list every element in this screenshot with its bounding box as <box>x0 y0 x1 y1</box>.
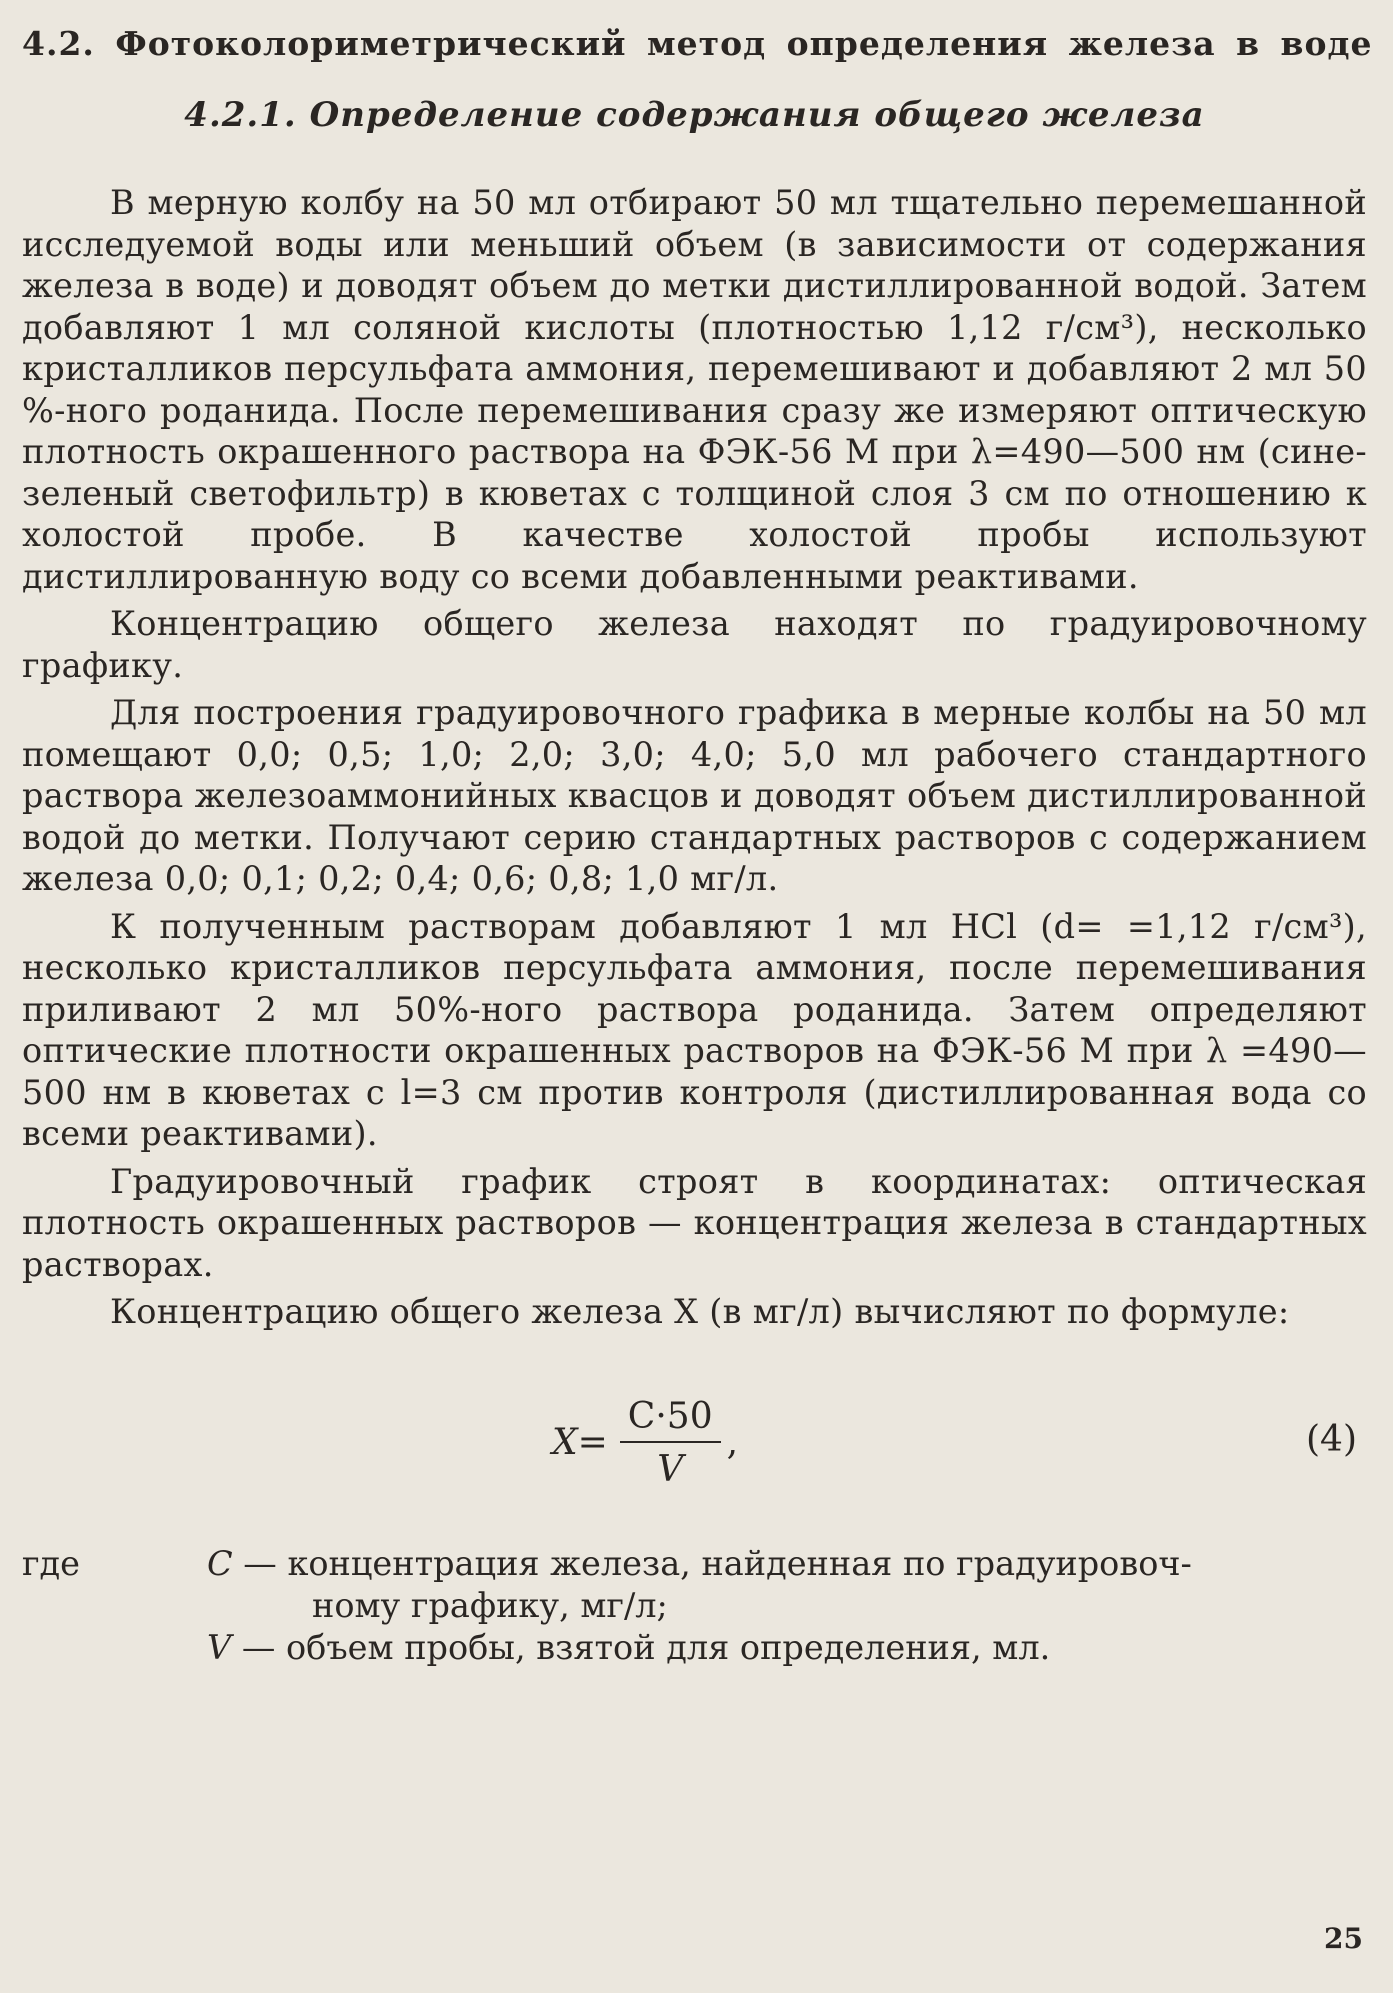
section-title: 4.2. Фотоколориметрический метод определения железа в воде <box>22 24 1373 63</box>
formula-denominator: V <box>657 1448 684 1490</box>
subsection-title: 4.2.1. Определение содержания общего железа <box>184 95 1205 135</box>
paragraph-procedure: В мерную колбу на 50 мл отбирают 50 мл тщательно перемешанной исследуемой воды или меньший объем (в зависимости от содержания железа в воде) и доводят объем до метки дистиллированной водой. Затем добавляют 1 мл соляной кислоты (плотностью 1,12 г/см³), несколько кристалликов персульфата аммония, перемешивают и добавляют 2 мл 50 %-ного роданида. После перемешивания сразу же измеряют оптическую плотность окрашенного раствора на ФЭК-56 М при λ=490—500 нм (сине-зеленый светофильтр) в кюветах с толщиной слоя 3 см по отношению к холостой пробе. В качестве холостой пробы используют дистиллированную воду со всеми добавленными реактивами. <box>22 183 1367 596</box>
formula-fraction <box>620 1396 721 1490</box>
definition-c-symbol: C <box>207 1543 233 1583</box>
formula-numerator: C·50 <box>620 1396 721 1443</box>
where-label: где <box>22 1543 81 1583</box>
formula-lhs: X= <box>552 1422 608 1463</box>
document-page <box>22 14 1373 1669</box>
formula-number: (4) <box>1306 1418 1357 1460</box>
paragraph-reagents: К полученным растворам добавляют 1 мл HCl (d= =1,12 г/см³), несколько кристалликов персульфата аммония, после перемешивания приливают 2 мл 50%-ного раствора роданида. Затем определяют оптические плотности окрашенных растворов на ФЭК-56 М при λ =490—500 нм в кюветах с l=3 см против контроля (дистиллированная вода со всеми реактивами). <box>22 906 1367 1153</box>
page-number: 25 <box>1324 1922 1363 1955</box>
where-block <box>22 1543 1367 1669</box>
definition-c-continuation: ному графику, мг/л; <box>312 1585 668 1625</box>
formula-trailing: , <box>726 1422 739 1463</box>
paragraph-concentration-note: Концентрацию общего железа находят по градуировочному графику. <box>22 604 1367 685</box>
definition-c-text: — концентрация железа, найденная по градуировоч- <box>243 1543 1192 1583</box>
paragraph-formula-intro: Концентрацию общего железа X (в мг/л) вычисляют по формуле: <box>110 1292 1290 1331</box>
definition-v-text: — объем пробы, взятой для определения, мл. <box>241 1627 1051 1667</box>
paragraph-calibration-setup: Для построения градуировочного графика в мерные колбы на 50 мл помещают 0,0; 0,5; 1,0; 2,0; 3,0; 4,0; 5,0 мл рабочего стандартного раствора железоаммонийных квасцов и доводят объем дистиллированной водой до метки. Получают серию стандартных растворов с содержанием железа 0,0; 0,1; 0,2; 0,4; 0,6; 0,8; 1,0 мг/л. <box>22 693 1367 898</box>
definition-v-symbol: V <box>207 1627 232 1667</box>
definition-c <box>207 1543 1367 1585</box>
definition-v <box>207 1627 1367 1669</box>
paragraph-graph-coordinates: Градуировочный график строят в координатах: оптическая плотность окрашенных растворов — концентрация железа в стандартных растворах. <box>22 1161 1367 1284</box>
formula <box>552 1383 738 1503</box>
formula-block <box>22 1383 1367 1503</box>
